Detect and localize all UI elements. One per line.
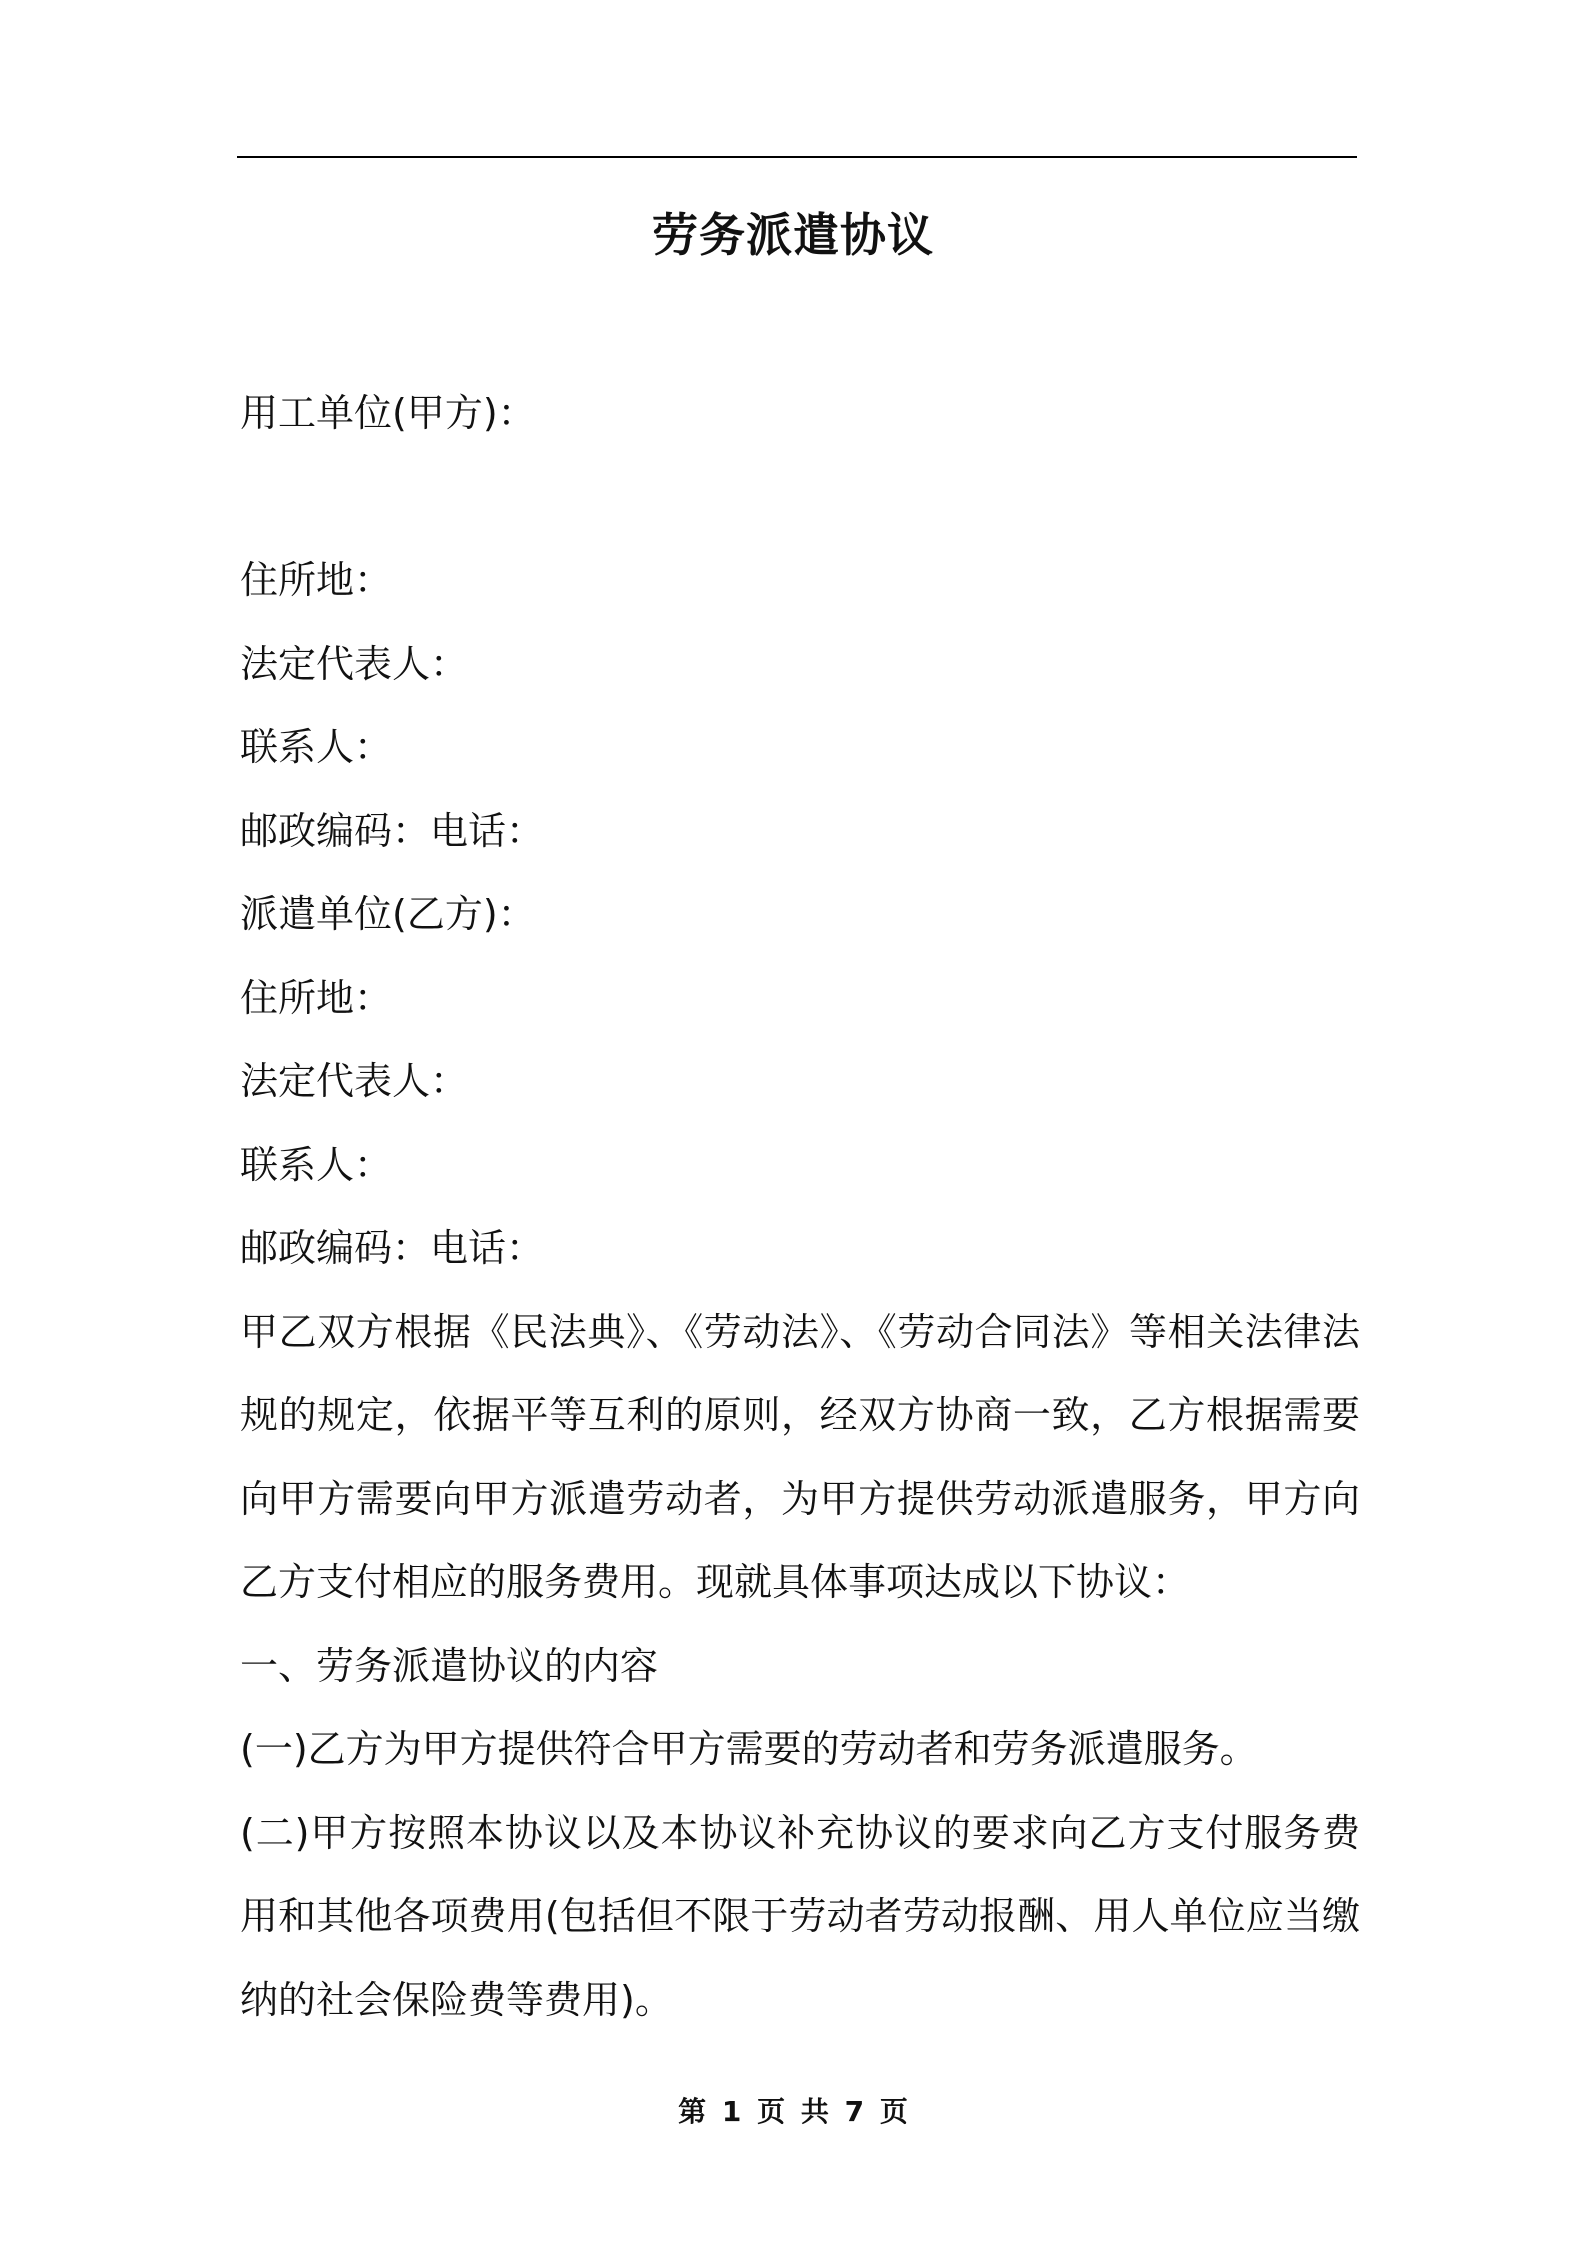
party-b-contact: 联系人：: [240, 1142, 393, 1187]
document-body: [240, 372, 1360, 2042]
blank-line: [240, 456, 1360, 540]
party-b-postal-phone: 邮政编码：电话：: [240, 1226, 545, 1270]
party-b-address: 住所地：: [240, 975, 393, 1020]
header-rule: [237, 156, 1357, 158]
party-b-legal-rep: 法定代表人：: [240, 1059, 469, 1103]
clause-2: (二)甲方按照本协议以及本协议补充协议的要求向乙方支付服务费用和其他各项费用(包括但不限于劳动者劳动报酬、用人单位应当缴纳的社会保险费等费用)。: [240, 1810, 1360, 2022]
party-a-postal-phone: 邮政编码：电话：: [240, 808, 545, 853]
party-b-unit: 派遣单位(乙方)：: [240, 892, 536, 936]
party-a-contact: 联系人：: [240, 725, 393, 769]
intro-paragraph: 甲乙双方根据《民法典》、《劳动法》、《劳动合同法》等相关法律法规的规定，依据平等互利的原则，经双方协商一致，乙方根据需要向甲方需要向甲方派遣劳动者，为甲方提供劳动派遣服务，甲方向乙方支付相应的服务费用。现就具体事项达成以下协议：: [240, 1309, 1360, 1604]
clause-1: (一)乙方为甲方提供符合甲方需要的劳动者和劳务派遣服务。: [240, 1727, 1258, 1771]
party-a-address: 住所地：: [240, 558, 393, 602]
document-title: 劳务派遣协议: [652, 208, 934, 262]
section-1-heading: 一、劳务派遣协议的内容: [240, 1643, 659, 1688]
party-a-unit: 用工单位(甲方)：: [240, 391, 536, 435]
party-a-legal-rep: 法定代表人：: [240, 641, 469, 686]
page-number: 第 1 页 共 7 页: [678, 2095, 908, 2128]
